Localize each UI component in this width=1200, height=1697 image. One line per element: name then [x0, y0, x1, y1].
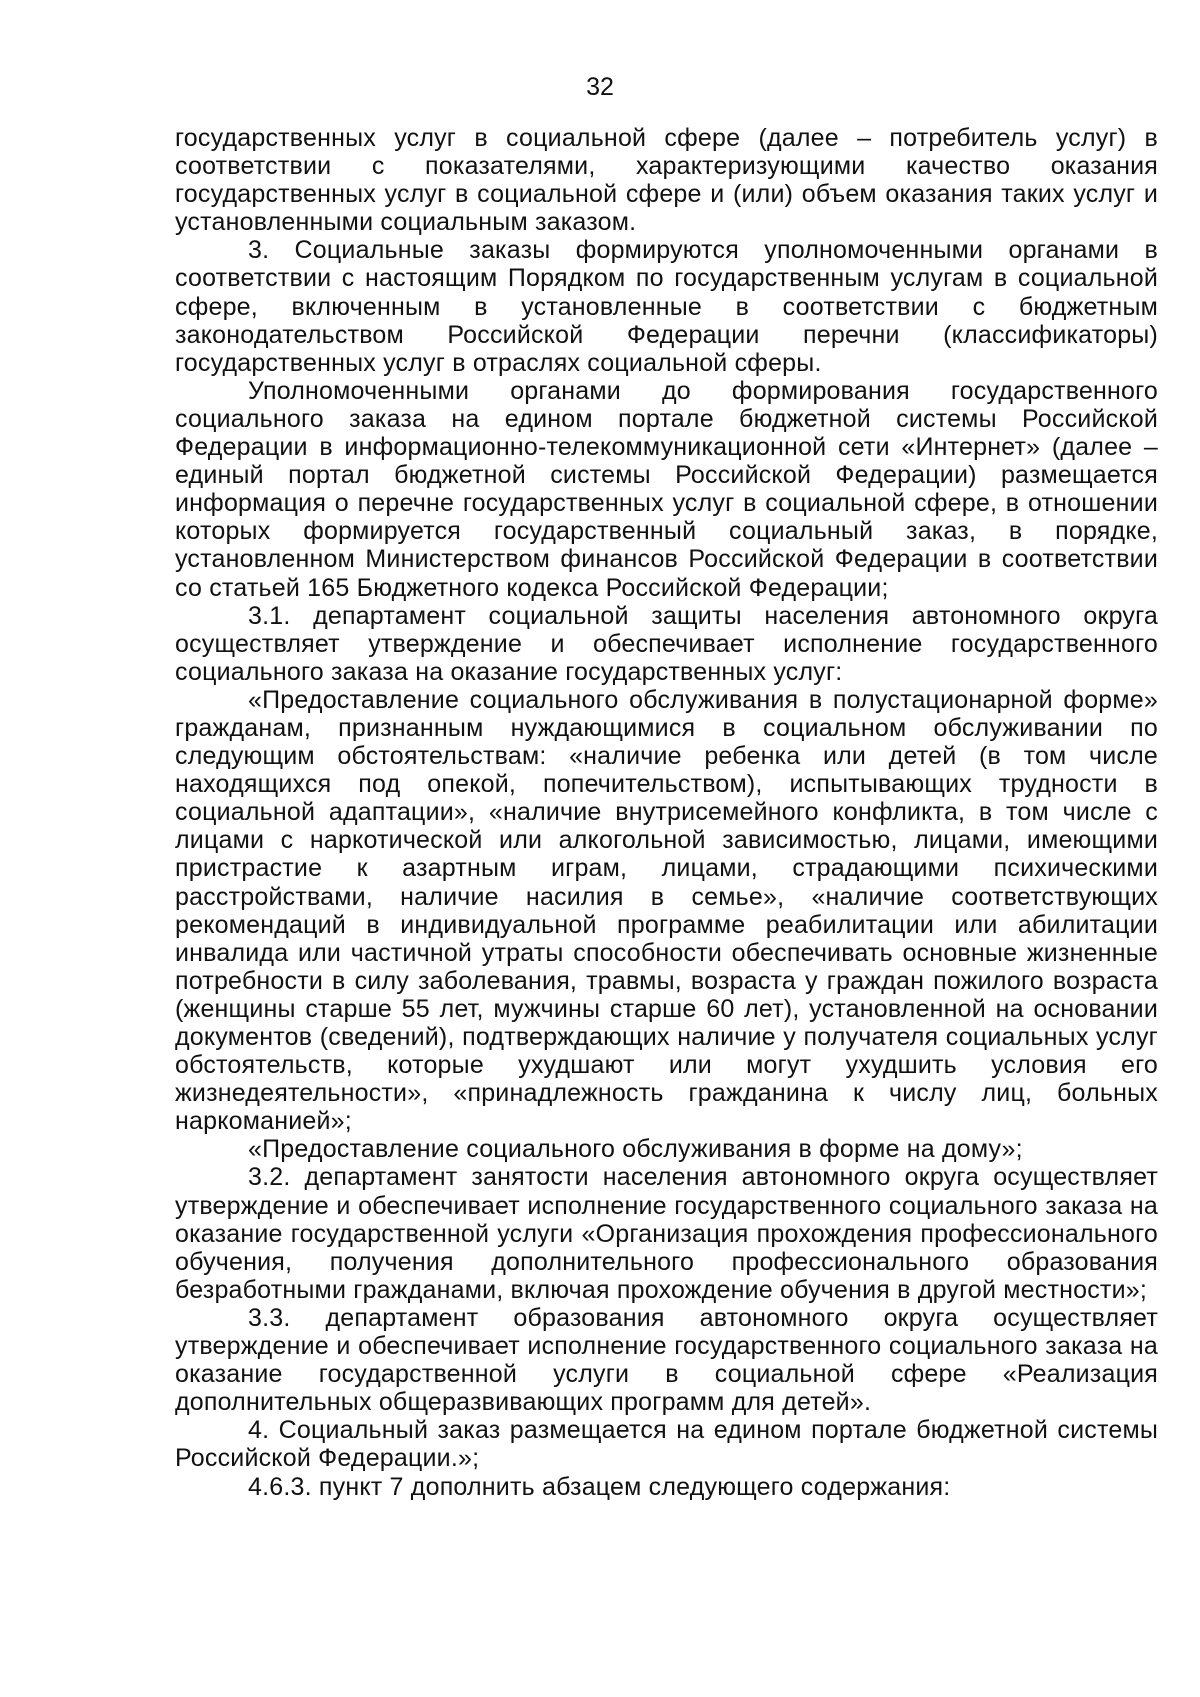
paragraph-item-3-2: 3.2. департамент занятости населения автономного округа осуществляет утверждение и обеспечивает исполнение государственного социального заказа на оказание государственной услуги «Организация прохождения профессионального обучения, получения дополнительного профессионального образования безработными гражданами, включая прохождение обучения в другой местности»; [175, 1163, 1158, 1304]
page-number: 32 [586, 73, 614, 101]
paragraph-semi-stationary-service: «Предоставление социального обслуживания в полустационарной форме» гражданам, признанным нуждающимися в социальном обслуживании по следующим обстоятельствам: «наличие ребенка или детей (в том числе находящихся под опекой, попечительством), испытывающих трудности в социальной адаптации», «наличие внутрисемейного конфликта, в том числе с лицами с наркотической или алкогольной зависимостью, лицами, имеющими пристрастие к азартным играм, лицами, страдающими психическими расстройствами, наличие насилия в семье», «наличие соответствующих рекомендаций в индивидуальной программе реабилитации или абилитации инвалида или частичной утраты способности обеспечивать основные жизненные потребности в силу заболевания, травмы, возраста у граждан пожилого возраста (женщины старше 55 лет, мужчины старше 60 лет), установленной на основании документов (сведений), подтверждающих наличие у получателя социальных услуг обстоятельств, которые ухудшают или могут ухудшить условия его жизнедеятельности», «принадлежность гражданина к числу лиц, больных наркоманией»; [175, 685, 1158, 1136]
document-body [175, 124, 1158, 1501]
paragraph-item-4-6-3: 4.6.3. пункт 7 дополнить абзацем следующего содержания: [248, 1472, 951, 1501]
paragraph-item-4: 4. Социальный заказ размещается на едином портале бюджетной системы Российской Федерации.»; [175, 1416, 1158, 1473]
paragraph-continuation: государственных услуг в социальной сфере (далее – потребитель услуг) в соответствии с показателями, характеризующими качество оказания государственных услуг в социальной сфере и (или) объем оказания таких услуг и установленными социальным заказом. [175, 124, 1158, 237]
paragraph-home-service: «Предоставление социального обслуживания в форме на дому»; [248, 1135, 1023, 1164]
paragraph-authorized-bodies: Уполномоченными органами до формирования государственного социального заказа на едином портале бюджетной системы Российской Федерации в информационно-телекоммуникационной сети «Интернет» (далее – единый портал бюджетной системы Российской Федерации) размещается информация о перечне государственных услуг в социальной сфере, в отношении которых формируется государственный социальный заказ, в порядке, установленном Министерством финансов Российской Федерации в соответствии со статьей 165 Бюджетного кодекса Российской Федерации; [175, 376, 1158, 602]
paragraph-item-3: 3. Социальные заказы формируются уполномоченными органами в соответствии с настоящим Порядком по государственным услугам в социальной сфере, включенным в установленные в соответствии с бюджетным законодательством Российской Федерации перечни (классификаторы) государственных услуг в отраслях социальной сферы. [175, 236, 1158, 377]
paragraph-item-3-1: 3.1. департамент социальной защиты населения автономного округа осуществляет утверждение и обеспечивает исполнение государственного социального заказа на оказание государственных услуг: [175, 601, 1158, 686]
paragraph-item-3-3: 3.3. департамент образования автономного округа осуществляет утверждение и обеспечивает исполнение государственного социального заказа на оказание государственной услуги в социальной сфере «Реализация дополнительных общеразвивающих программ для детей». [175, 1303, 1158, 1417]
